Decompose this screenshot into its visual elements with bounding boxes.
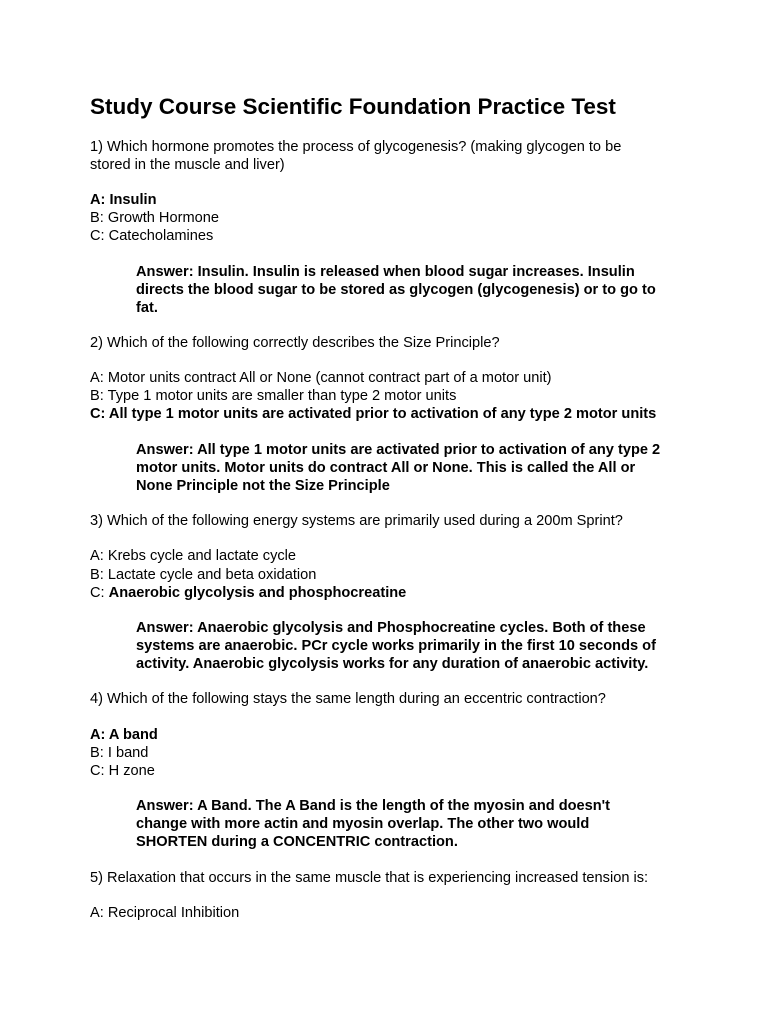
question-3-option-b: B: Lactate cycle and beta oxidation <box>90 567 317 583</box>
question-1-text-line-1: 1) Which hormone promotes the process of glycogenesis? (making glycogen to be <box>90 139 622 155</box>
question-4-answer-line-2: change with more actin and myosin overlap. The other two would <box>136 816 590 832</box>
question-4-option-c: C: H zone <box>90 763 155 779</box>
question-3-option-c-text: Anaerobic glycolysis and phosphocreatine <box>108 585 407 601</box>
question-2-option-a: A: Motor units contract All or None (cannot contract part of a motor unit) <box>90 370 552 386</box>
question-3-answer-line-3: activity. Anaerobic glycolysis works for any duration of anaerobic activity. <box>136 656 649 672</box>
question-4-text-line-1: 4) Which of the following stays the same length during an eccentric contraction? <box>90 691 606 707</box>
question-1-answer-line-2: directs the blood sugar to be stored as glycogen (glycogenesis) or to go to <box>136 282 656 298</box>
question-3-option-c-prefix: C: <box>90 585 109 601</box>
question-5-option-a: A: Reciprocal Inhibition <box>90 905 240 921</box>
question-3-text-line-1: 3) Which of the following energy systems are primarily used during a 200m Sprint? <box>90 513 623 529</box>
question-1-answer-line-1: Answer: Insulin. Insulin is released when blood sugar increases. Insulin <box>136 264 635 280</box>
question-4-answer-line-3: SHORTEN during a CONCENTRIC contraction. <box>136 834 458 850</box>
question-5-text-line-1: 5) Relaxation that occurs in the same muscle that is experiencing increased tension is: <box>90 870 649 886</box>
question-2-option-b: B: Type 1 motor units are smaller than type 2 motor units <box>90 388 457 404</box>
question-4-answer-line-1: Answer: A Band. The A Band is the length of the myosin and doesn't <box>136 798 611 814</box>
question-3-option-a: A: Krebs cycle and lactate cycle <box>90 548 297 564</box>
question-4-option-b: B: I band <box>90 745 149 761</box>
question-3-option-c <box>90 584 406 602</box>
question-2-text-line-1: 2) Which of the following correctly describes the Size Principle? <box>90 335 500 351</box>
question-2-option-c: C: All type 1 motor units are activated prior to activation of any type 2 motor units <box>90 406 657 422</box>
question-1-option-b: B: Growth Hormone <box>90 210 219 226</box>
question-4-option-a: A: A band <box>90 727 158 743</box>
page-title: Study Course Scientific Foundation Practice Test <box>90 94 616 119</box>
question-1-text-line-2: stored in the muscle and liver) <box>90 157 285 173</box>
question-1-option-a: A: Insulin <box>90 192 157 208</box>
question-1-option-c: C: Catecholamines <box>90 228 214 244</box>
question-1-answer-line-3: fat. <box>136 300 158 316</box>
question-2-answer-line-1: Answer: All type 1 motor units are activated prior to activation of any type 2 <box>136 442 661 458</box>
question-2-answer-line-3: None Principle not the Size Principle <box>136 478 390 494</box>
question-3-answer-line-2: systems are anaerobic. PCr cycle works primarily in the first 10 seconds of <box>136 638 656 654</box>
question-3-answer-line-1: Answer: Anaerobic glycolysis and Phosphocreatine cycles. Both of these <box>136 620 646 636</box>
question-2-answer-line-2: motor units. Motor units do contract All or None. This is called the All or <box>136 460 636 476</box>
